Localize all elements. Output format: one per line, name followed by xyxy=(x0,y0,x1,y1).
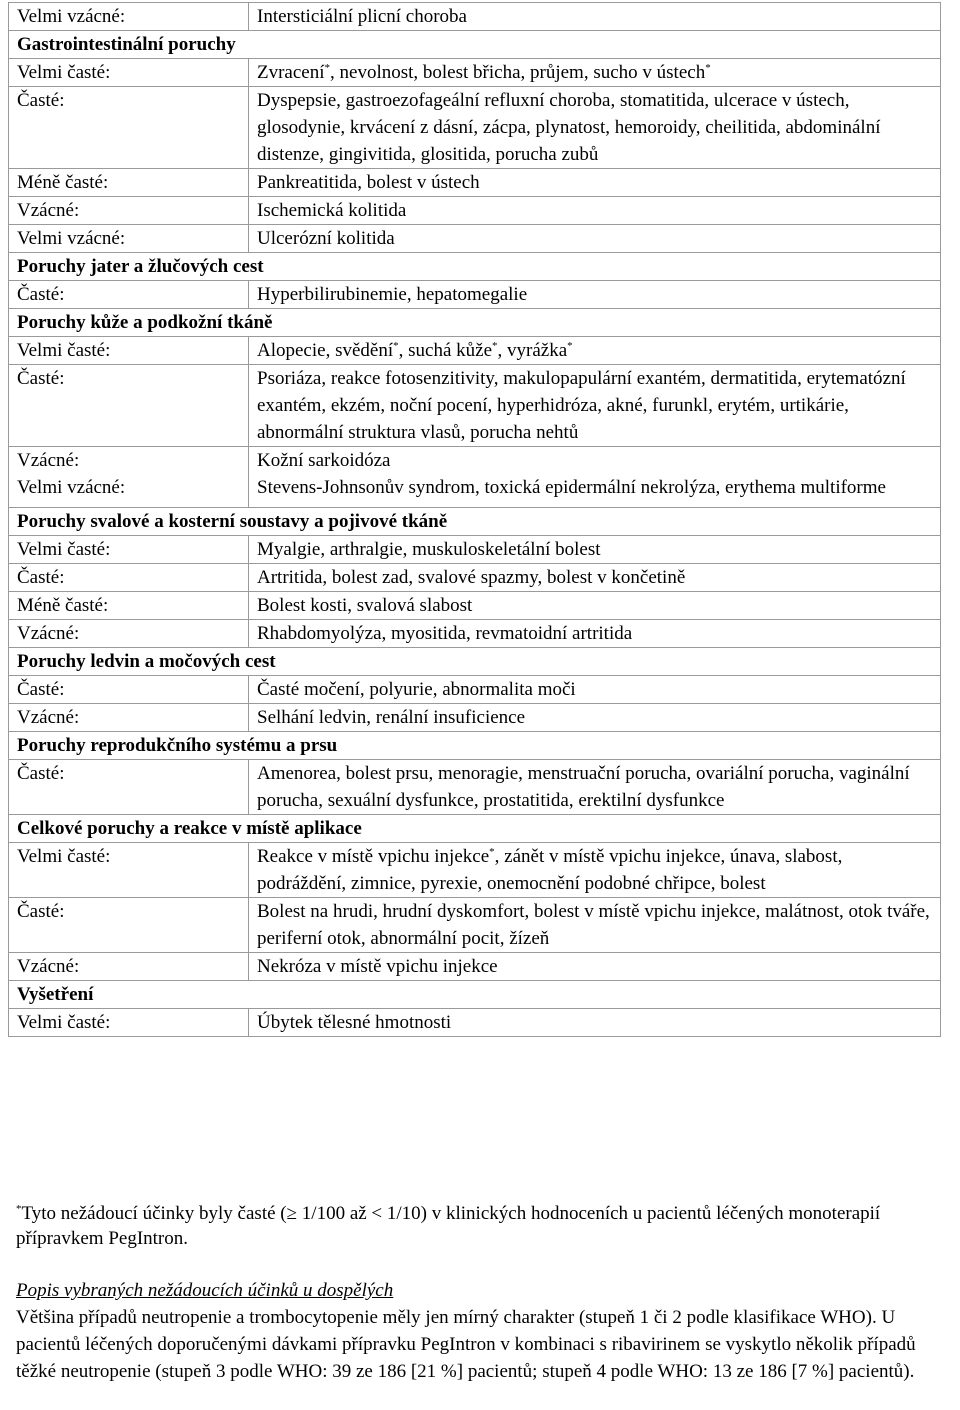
frequency-label: Časté: xyxy=(9,760,249,815)
effects-text: Pankreatitida, bolest v ústech xyxy=(249,169,941,197)
effects-text-b: Stevens-Johnsonův syndrom, toxická epidermální nekrolýza, erythema multiforme xyxy=(257,477,886,498)
effects-text: Bolest na hrudi, hrudní dyskomfort, bolest v místě vpichu injekce, malátnost, otok tváře, periferní otok, abnormální pocit, žízeň xyxy=(249,898,941,953)
effects-text: Dyspepsie, gastroezofageální refluxní choroba, stomatitida, ulcerace v ústech, glosodynie, krvácení z dásní, zácpa, plynatost, hemoroidy, cheilitida, abdominální distenze, gingivitida, glositida, porucha zubů xyxy=(249,87,941,169)
section-title: Poruchy ledvin a močových cest xyxy=(9,648,941,676)
effects-text xyxy=(249,447,941,508)
asterisk-marker: * xyxy=(16,1203,22,1215)
effects-text: Zvracení*, nevolnost, bolest břicha, průjem, sucho v ústech* xyxy=(249,59,941,87)
frequency-row xyxy=(9,564,941,592)
frequency-row xyxy=(9,953,941,981)
frequency-row xyxy=(9,1009,941,1037)
section-header-row xyxy=(9,31,941,59)
asterisk-marker: * xyxy=(705,62,711,74)
section-paragraph: Většina případů neutropenie a trombocytopenie měly jen mírný charakter (stupeň 1 či 2 podle klasifikace WHO). U pacientů léčených doporučenými dávkami přípravku PegIntron v kombinaci s ribavirinem se vyskytlo několik případů těžké neutropenie (stupeň 3 podle WHO: 39 ze 186 [21 %] pacientů; stupeň 4 podle WHO: 13 ze 186 [7 %] pacientů). xyxy=(16,1307,916,1382)
frequency-label: Vzácné: xyxy=(9,704,249,732)
asterisk-marker: * xyxy=(324,62,331,74)
frequency-label: Vzácné: xyxy=(9,197,249,225)
asterisk-marker: * xyxy=(567,340,573,352)
effects-text: Nekróza v místě vpichu injekce xyxy=(249,953,941,981)
effects-text: Reakce v místě vpichu injekce*, zánět v místě vpichu injekce, únava, slabost, podráždění, zimnice, pyrexie, onemocnění podobné chřipce, bolest xyxy=(249,843,941,898)
frequency-row xyxy=(9,676,941,704)
footnote xyxy=(16,1201,956,1251)
section-header-row xyxy=(9,648,941,676)
section-header-row xyxy=(9,732,941,760)
section-header-row xyxy=(9,508,941,536)
adverse-effects-table-body xyxy=(9,3,941,1037)
effects-text-a: Kožní sarkoidóza xyxy=(257,450,391,471)
frequency-row xyxy=(9,620,941,648)
frequency-row xyxy=(9,169,941,197)
frequency-label: Velmi časté: xyxy=(9,59,249,87)
frequency-row xyxy=(9,898,941,953)
footnote-text: *Tyto nežádoucí účinky byly časté (≥ 1/100 až < 1/10) v klinických hodnoceních u pacientů léčených monoterapií přípravkem PegIntron. xyxy=(16,1203,881,1249)
frequency-label-b: Velmi vzácné: xyxy=(17,477,126,498)
frequency-row xyxy=(9,197,941,225)
frequency-label: Velmi vzácné: xyxy=(9,3,249,31)
frequency-row xyxy=(9,87,941,169)
frequency-label: Vzácné: xyxy=(9,620,249,648)
adverse-effects-document xyxy=(8,2,940,1037)
adverse-effects-table xyxy=(8,2,941,1037)
frequency-label: Časté: xyxy=(9,281,249,309)
effects-text: Ulcerózní kolitida xyxy=(249,225,941,253)
frequency-row xyxy=(9,337,941,365)
frequency-row xyxy=(9,704,941,732)
frequency-row xyxy=(9,536,941,564)
section-title: Poruchy kůže a podkožní tkáně xyxy=(9,309,941,337)
asterisk-marker: * xyxy=(489,846,495,858)
frequency-label: Velmi časté: xyxy=(9,536,249,564)
section-heading: Popis vybraných nežádoucích účinků u dospělých xyxy=(16,1280,394,1301)
frequency-label: Velmi časté: xyxy=(9,337,249,365)
frequency-row xyxy=(9,592,941,620)
effects-text: Bolest kosti, svalová slabost xyxy=(249,592,941,620)
frequency-label xyxy=(9,447,249,508)
section-header-row xyxy=(9,815,941,843)
frequency-label: Velmi časté: xyxy=(9,1009,249,1037)
section-title: Poruchy jater a žlučových cest xyxy=(9,253,941,281)
frequency-row xyxy=(9,447,941,508)
section-title: Celkové poruchy a reakce v místě aplikace xyxy=(9,815,941,843)
asterisk-marker: * xyxy=(393,340,399,352)
effects-text: Úbytek tělesné hmotnosti xyxy=(249,1009,941,1037)
frequency-label: Méně časté: xyxy=(9,169,249,197)
section-header-row xyxy=(9,309,941,337)
frequency-row xyxy=(9,365,941,447)
effects-text: Ischemická kolitida xyxy=(249,197,941,225)
frequency-row xyxy=(9,760,941,815)
effects-text: Artritida, bolest zad, svalové spazmy, bolest v končetině xyxy=(249,564,941,592)
effects-text: Selhání ledvin, renální insuficience xyxy=(249,704,941,732)
effects-text: Myalgie, arthralgie, muskuloskeletální bolest xyxy=(249,536,941,564)
selected-effects-section xyxy=(16,1277,960,1385)
frequency-row xyxy=(9,281,941,309)
effects-text: Hyperbilirubinemie, hepatomegalie xyxy=(249,281,941,309)
frequency-label: Časté: xyxy=(9,898,249,953)
frequency-row xyxy=(9,225,941,253)
frequency-row xyxy=(9,59,941,87)
frequency-label: Časté: xyxy=(9,365,249,447)
section-title: Poruchy reprodukčního systému a prsu xyxy=(9,732,941,760)
frequency-row xyxy=(9,3,941,31)
frequency-label: Velmi časté: xyxy=(9,843,249,898)
effects-text: Rhabdomyolýza, myositida, revmatoidní artritida xyxy=(249,620,941,648)
section-title: Vyšetření xyxy=(9,981,941,1009)
frequency-label: Časté: xyxy=(9,676,249,704)
frequency-label: Velmi vzácné: xyxy=(9,225,249,253)
effects-text: Intersticiální plicní choroba xyxy=(249,3,941,31)
section-title: Poruchy svalové a kosterní soustavy a pojivové tkáně xyxy=(9,508,941,536)
frequency-label-a: Vzácné: xyxy=(17,450,80,471)
frequency-label: Méně časté: xyxy=(9,592,249,620)
effects-text: Alopecie, svědění*, suchá kůže*, vyrážka* xyxy=(249,337,941,365)
section-title: Gastrointestinální poruchy xyxy=(9,31,941,59)
effects-text: Časté močení, polyurie, abnormalita moči xyxy=(249,676,941,704)
section-header-row xyxy=(9,981,941,1009)
effects-text: Amenorea, bolest prsu, menoragie, menstruační porucha, ovariální porucha, vaginální porucha, sexuální dysfunkce, prostatitida, erektilní dysfunkce xyxy=(249,760,941,815)
frequency-row xyxy=(9,843,941,898)
section-header-row xyxy=(9,253,941,281)
effects-text: Psoriáza, reakce fotosenzitivity, makulopapulární exantém, dermatitida, erytematózní exantém, ekzém, noční pocení, hyperhidróza, akné, furunkl, erytém, urtikárie, abnormální struktura vlasů, porucha nehtů xyxy=(249,365,941,447)
frequency-label: Vzácné: xyxy=(9,953,249,981)
frequency-label: Časté: xyxy=(9,87,249,169)
frequency-label: Časté: xyxy=(9,564,249,592)
asterisk-marker: * xyxy=(492,340,498,352)
